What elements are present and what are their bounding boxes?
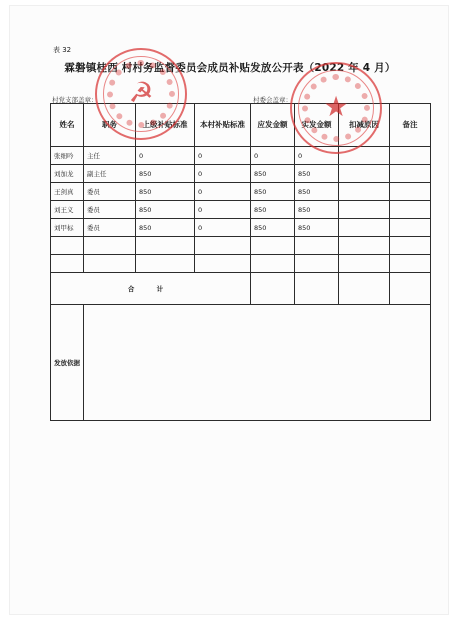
party-branch-stamp-label: 村党支部盖章：: [52, 96, 98, 104]
cell-upper-standard: 850: [136, 219, 195, 237]
cell-payable: 850: [251, 201, 295, 219]
cell-position: 委员: [84, 219, 136, 237]
total-remark: [390, 273, 431, 305]
cell-name: 王剑真: [51, 183, 84, 201]
table-row: [51, 147, 431, 165]
basis-label: 发放依据: [51, 305, 84, 421]
table-number: 表 32: [53, 46, 72, 54]
cell-position: 委员: [84, 183, 136, 201]
cell-actual: 850: [295, 219, 339, 237]
table-row-empty: [51, 237, 431, 255]
table-row: [51, 183, 431, 201]
cell-payable: 0: [251, 147, 295, 165]
cell-actual: 0: [295, 147, 339, 165]
cell-position: 副主任: [84, 165, 136, 183]
hammer-sickle-icon: ☭: [128, 76, 154, 109]
village-committee-stamp-label: 村委会盖章：: [253, 96, 292, 104]
cell-upper-standard: 850: [136, 183, 195, 201]
total-row: [51, 273, 431, 305]
table-row-empty: [51, 255, 431, 273]
cell-position: 委员: [84, 201, 136, 219]
header-name: 姓名: [51, 104, 84, 147]
cell-upper-standard: 850: [136, 201, 195, 219]
cell-village-standard: 0: [195, 147, 251, 165]
header-upper-standard: 上级补贴标准: [136, 104, 195, 147]
cell-village-standard: 0: [195, 183, 251, 201]
table-row: [51, 165, 431, 183]
table-row: [51, 201, 431, 219]
header-position: 职务: [84, 104, 136, 147]
total-label: 合 计: [51, 273, 251, 305]
cell-village-standard: 0: [195, 165, 251, 183]
cell-remark: [390, 147, 431, 165]
cell-actual: 850: [295, 201, 339, 219]
document-title: 霖磐镇桂西 村村务监督委员会成员补贴发放公开表（2022 年 4 月）: [64, 62, 396, 74]
cell-deduction-reason: [339, 147, 390, 165]
cell-remark: [390, 201, 431, 219]
table-row: [51, 219, 431, 237]
basis-row: [51, 305, 431, 421]
cell-name: 刘王义: [51, 201, 84, 219]
total-deduction: [339, 273, 390, 305]
cell-remark: [390, 165, 431, 183]
cell-position: 主任: [84, 147, 136, 165]
cell-deduction-reason: [339, 201, 390, 219]
cell-village-standard: 0: [195, 201, 251, 219]
total-payable: [251, 273, 295, 305]
cell-remark: [390, 183, 431, 201]
cell-payable: 850: [251, 219, 295, 237]
header-actual: 实发金额: [295, 104, 339, 147]
cell-actual: 850: [295, 165, 339, 183]
header-remark: 备注: [390, 104, 431, 147]
cell-deduction-reason: [339, 219, 390, 237]
cell-village-standard: 0: [195, 219, 251, 237]
basis-content: [84, 305, 431, 421]
header-deduction-reason: 扣减原因: [339, 104, 390, 147]
cell-upper-standard: 0: [136, 147, 195, 165]
cell-name: 张细吟: [51, 147, 84, 165]
total-actual: [295, 273, 339, 305]
cell-payable: 850: [251, 183, 295, 201]
cell-upper-standard: 850: [136, 165, 195, 183]
header-payable: 应发金额: [251, 104, 295, 147]
header-village-standard: 本村补贴标准: [195, 104, 251, 147]
cell-deduction-reason: [339, 165, 390, 183]
cell-actual: 850: [295, 183, 339, 201]
subsidy-table: [50, 103, 431, 421]
cell-name: 刘甲标: [51, 219, 84, 237]
cell-name: 刘加龙: [51, 165, 84, 183]
table-header-row: [51, 104, 431, 147]
cell-remark: [390, 219, 431, 237]
cell-payable: 850: [251, 165, 295, 183]
star-icon: ★: [323, 90, 349, 123]
cell-deduction-reason: [339, 183, 390, 201]
